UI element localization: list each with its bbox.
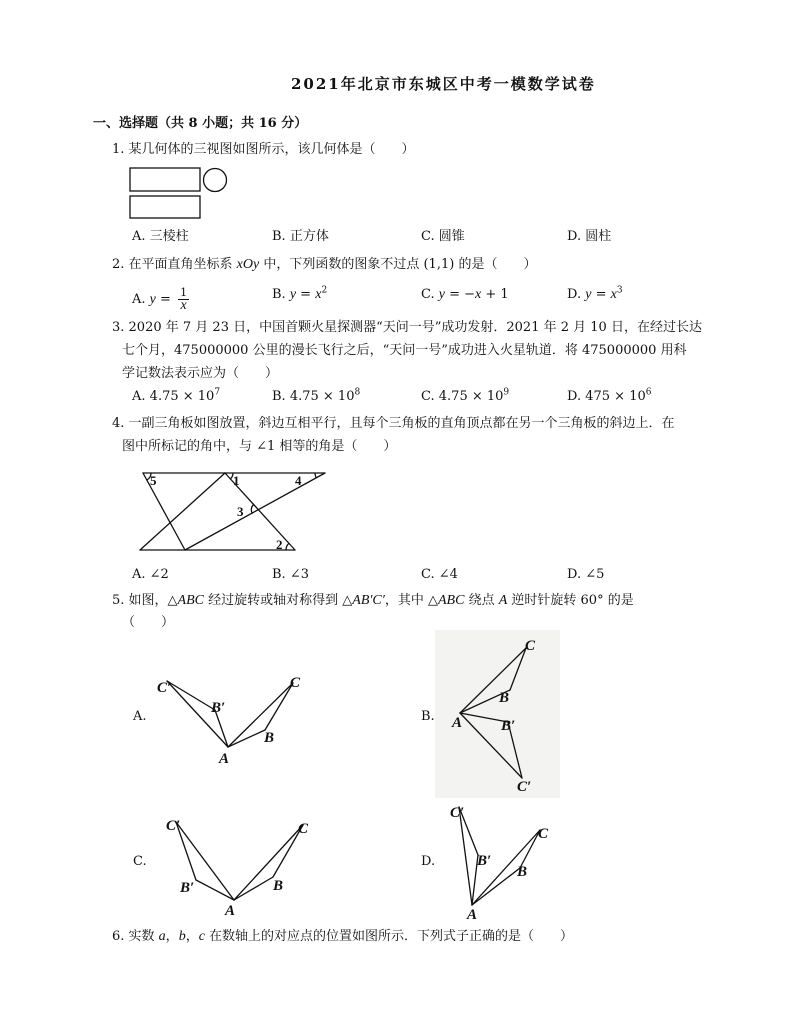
point-label-a: A — [219, 751, 230, 767]
q2-option-c[interactable]: C. y = −x + 1 — [421, 287, 509, 302]
point-label-c-prime: C′ — [166, 818, 181, 834]
point-label-b-prime: B′ — [501, 718, 516, 734]
q4-triangle-rulers-figure — [130, 465, 335, 560]
q4-stem-line-2: 图中所标记的角中，与 ∠1 相等的角是（ ） — [122, 439, 397, 454]
q5-stem-line-1: 5. 如图，△ABC 经过旋转或轴对称得到 △AB′C′，其中 △ABC 绕点 A 逆时针旋转 60° 的是 — [112, 593, 634, 608]
segment-AC — [234, 825, 303, 900]
segment-BA — [472, 868, 520, 905]
point-label-b-prime: B′ — [477, 853, 492, 869]
page-title: 2021年北京市东城区中考一模数学试卷 — [291, 75, 596, 93]
q3-stem-line-3: 学记数法表示应为（ ） — [122, 366, 279, 381]
angle-label-2: 2 — [276, 537, 283, 552]
q2-option-a[interactable]: A. y = $\frac{1}{x}$ — [132, 286, 188, 313]
scan-background — [435, 630, 560, 798]
q5-option-c-label[interactable]: C. — [133, 854, 147, 869]
point-label-c: C — [525, 638, 536, 654]
point-label-a: A — [452, 715, 463, 731]
q4-option-d[interactable]: D. ∠5 — [567, 567, 605, 582]
q3-option-b[interactable]: B. $4.75 \times 10^8$ — [272, 387, 361, 404]
q3-option-d[interactable]: D. $475 \times 10^6$ — [567, 387, 652, 404]
q6-stem: 6. 实数 a，b，c 在数轴上的对应点的位置如图所示．下列式子正确的是（ ） — [112, 929, 574, 944]
point-label-b: B — [273, 878, 284, 894]
angle-label-5: 5 — [150, 473, 157, 488]
point-label-c-prime: C′ — [450, 805, 465, 821]
point-label-c-prime: C′ — [517, 779, 532, 795]
fraction: $\frac{1}{x}$ — [180, 286, 188, 313]
segment-BA — [228, 730, 265, 747]
segment-AC — [228, 683, 293, 747]
segment-B1A — [196, 880, 234, 900]
point-label-c-prime: C′ — [157, 680, 172, 696]
q1-option-b[interactable]: B. 正方体 — [272, 229, 329, 244]
ruler1-right-leg — [185, 473, 325, 550]
segment-C1B1 — [167, 681, 215, 710]
point-label-a: A — [225, 903, 236, 919]
q5-option-b-label[interactable]: B. — [421, 709, 435, 724]
point-label-c: C — [538, 826, 549, 842]
q4-option-b[interactable]: B. ∠3 — [272, 567, 309, 582]
q5-option-d-label[interactable]: D. — [421, 854, 436, 869]
angle-label-3: 3 — [237, 504, 244, 519]
q3-stem-line-1: 3. 2020 年 7 月 23 日，中国首颗火星探测器“天问一号”成功发射．2021 年 2 月 10 日，在经过长达 — [112, 320, 702, 335]
top-view-rect — [130, 196, 200, 218]
angle2-arc — [286, 543, 289, 550]
angle-label-1: 1 — [233, 473, 240, 488]
q5-figure-d[interactable] — [440, 800, 560, 925]
point-label-b-prime: B′ — [180, 880, 195, 896]
q1-three-views-figure — [125, 162, 235, 224]
q3-option-a[interactable]: A. $4.75 \times 10^7$ — [132, 387, 221, 404]
point-label-c: C — [290, 675, 301, 691]
point-label-b: B — [517, 864, 528, 880]
section-heading: 一、选择题（共 8 小题；共 16 分） — [93, 116, 308, 131]
point-label-b-prime: B′ — [211, 700, 226, 716]
q4-option-a[interactable]: A. ∠2 — [132, 567, 169, 582]
q5-figure-b[interactable] — [440, 630, 560, 795]
q2-stem: 2. 在平面直角坐标系 xOy 中，下列函数的图象不过点 (1,1) 的是（ ） — [112, 257, 537, 272]
point-label-b: B — [499, 690, 510, 706]
q3-stem-line-2: 七个月，475000000 公里的漫长飞行之后，“天问一号”成功进入火星轨道．将 475000000 用科 — [122, 343, 687, 358]
q2-option-b[interactable]: B. $y = x^2$ — [272, 285, 328, 302]
q4-option-c[interactable]: C. ∠4 — [421, 567, 458, 582]
q5-stem-line-2: （ ） — [122, 615, 175, 630]
q1-option-c[interactable]: C. 圆锥 — [421, 229, 465, 244]
angle4-arc — [315, 473, 316, 478]
q1-stem: 1. 某几何体的三视图如图所示，该几何体是（ ） — [112, 142, 415, 157]
side-view-circle — [204, 169, 227, 192]
q1-option-d[interactable]: D. 圆柱 — [567, 229, 612, 244]
point-label-c: C — [298, 821, 309, 837]
q5-figure-a[interactable] — [150, 665, 310, 770]
q1-option-a[interactable]: A. 三棱柱 — [132, 229, 189, 244]
point-label-a: A — [467, 907, 478, 923]
q4-stem-line-1: 4. 一副三角板如图放置，斜边互相平行，且每个三角板的直角顶点都在另一个三角板的斜边上．在 — [112, 416, 675, 431]
q5-option-a-label[interactable]: A. — [133, 709, 147, 724]
segment-BA — [234, 877, 273, 900]
front-view-rect — [130, 168, 200, 191]
angle-label-4: 4 — [295, 473, 302, 488]
q2-option-d[interactable]: D. $y = x^3$ — [567, 285, 623, 302]
q3-option-c[interactable]: C. $4.75 \times 10^9$ — [421, 387, 510, 404]
point-label-b: B — [264, 730, 275, 746]
q5-figure-c[interactable] — [160, 810, 320, 920]
